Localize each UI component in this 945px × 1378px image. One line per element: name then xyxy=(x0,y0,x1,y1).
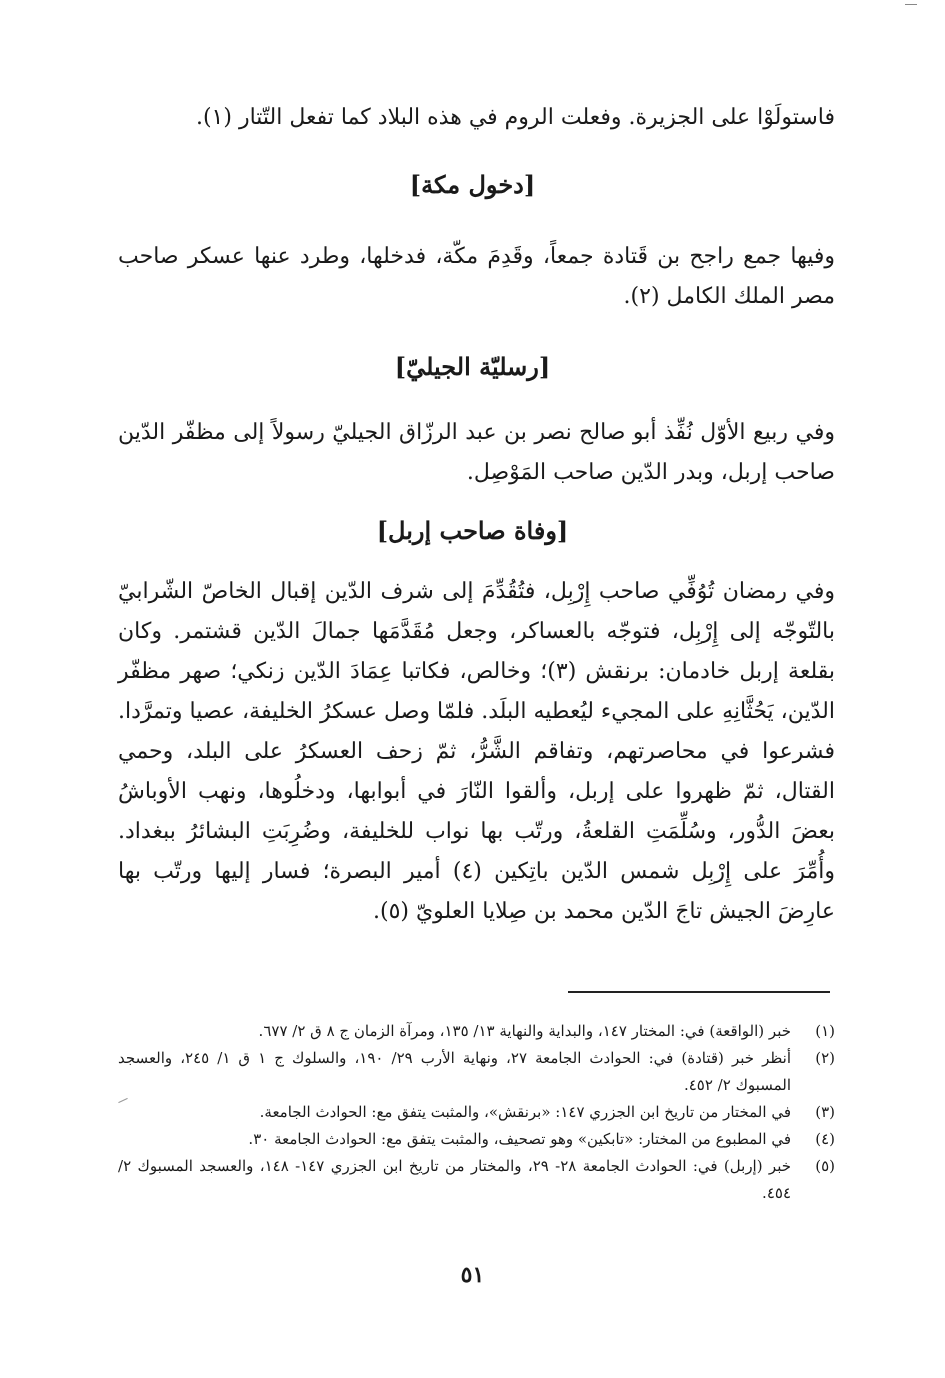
intro-line: فاستولَوْا على الجزيرة. وفعلت الروم في هذه البلاد كما تفعل التّتار (١). xyxy=(195,105,835,130)
section-heading-irbil: [وفاة صاحب إربل] xyxy=(376,516,569,545)
footnote-number: (١) xyxy=(815,1022,835,1040)
section-heading-jili: [رسليّة الجيليّ] xyxy=(394,352,551,381)
footnote-text: أنظر خبر (قتادة) في: الحوادث الجامعة ٢٧، ونهاية الأرب ٢٩/ ١٩٠، والسلوك ج ١ ق ١/ ٢٤٥، والعسجد المسبوك ٢/ ٤٥٢. xyxy=(118,1049,791,1094)
footnote-item xyxy=(118,1018,835,1045)
footnote-text: في المختار من تاريخ ابن الجزري ١٤٧: «برنقش»، والمثبت يتفق مع: الحوادث الجامعة. xyxy=(259,1103,791,1121)
section-heading-makkah: [دخول مكة] xyxy=(409,170,536,199)
footnotes xyxy=(118,1018,835,1207)
footnote-item xyxy=(118,1126,835,1153)
corner-mark xyxy=(905,4,917,5)
section-paragraph-irbil: وفي رمضان تُوُفِّي صاحب إِرْبِل، فتُقُدِّمَ إلى شرف الدّين إقبال الخاصّ الشّرابيّ بالتّوجّه إلى إِرْبِل، فتوجّه بالعساكر، وجعل مُقَدَّمَها جمالَ الدّين قشتمر. وكان بقلعة إربل خادمان: برنقش (٣)؛ وخالص، فكاتبا عِمَادَ الدّين زنكي؛ صهر مظفّر الدّين، يَحُثَّانِهِ على المجيء ليُعطيه البلَد. فلمّا وصل عسكرُ الخليفة، عصيا وتمرَّدا. فشرعوا في محاصرتهم، وتفاقم الشَّرُّ، ثمّ زحف العسكرُ على البلد، وحمي القتال، ثمّ ظهروا على إربل، وألقوا النّارَ في أبوابها، ودخلُوها، ونهب الأوباشُ بعضَ الدُّور، وسُلِّمَتِ القلعةُ، ورتّب بها نواب للخليفة، وضُرِبَتِ البشائرُ ببغداد. وأُمِّرَ على إِرْبِل شمس الدّين باتِكين (٤) أمير البصرة؛ فسار إليها ورتّب بها عارِضَ الجيش تاجَ الدّين محمد بن صِلايا العلويّ (٥). xyxy=(118,579,835,924)
footnote-text: خبر (الواقعة) في: المختار ١٤٧، والبداية والنهاية ١٣/ ١٣٥، ومرآة الزمان ج ٨ ق ٢/ ٦٧٧. xyxy=(258,1022,791,1040)
footnote-item xyxy=(118,1099,835,1126)
footnote-text: خبر (إربل) في: الحوادث الجامعة ٢٨- ٢٩، والمختار من تاريخ ابن الجزري ١٤٧- ١٤٨، والعسجد المسبوك ٢/ ٤٥٤. xyxy=(118,1157,791,1202)
page-number: ٥١ xyxy=(460,1262,485,1288)
footnote-item xyxy=(118,1045,835,1099)
footnote-separator xyxy=(568,991,830,993)
footnote-number: (٤) xyxy=(815,1130,835,1148)
footnote-number: (٣) xyxy=(815,1103,835,1121)
section-paragraph-makkah: وفيها جمع راجح بن قَتادة جمعاً، وقَدِمَ مكّة، فدخلها، وطرد عنها عسكر صاحب مصر الملك الكامل (٢). xyxy=(118,244,835,309)
section-paragraph-jili: وفي ربيع الأوّل نُفِّذ أبو صالح نصر بن عبد الرزّاق الجيليّ رسولاً إلى مظفّر الدّين صاحب إربل، وبدر الدّين صاحب المَوْصِل. xyxy=(118,420,835,485)
footnote-number: (٢) xyxy=(815,1049,835,1067)
footnote-number: (٥) xyxy=(815,1157,835,1175)
footnote-text: في المطبوع من المختار: «تابكين» وهو تصحيف، والمثبت يتفق مع: الحوادث الجامعة ٣٠. xyxy=(248,1130,791,1148)
footnote-item xyxy=(118,1153,835,1207)
